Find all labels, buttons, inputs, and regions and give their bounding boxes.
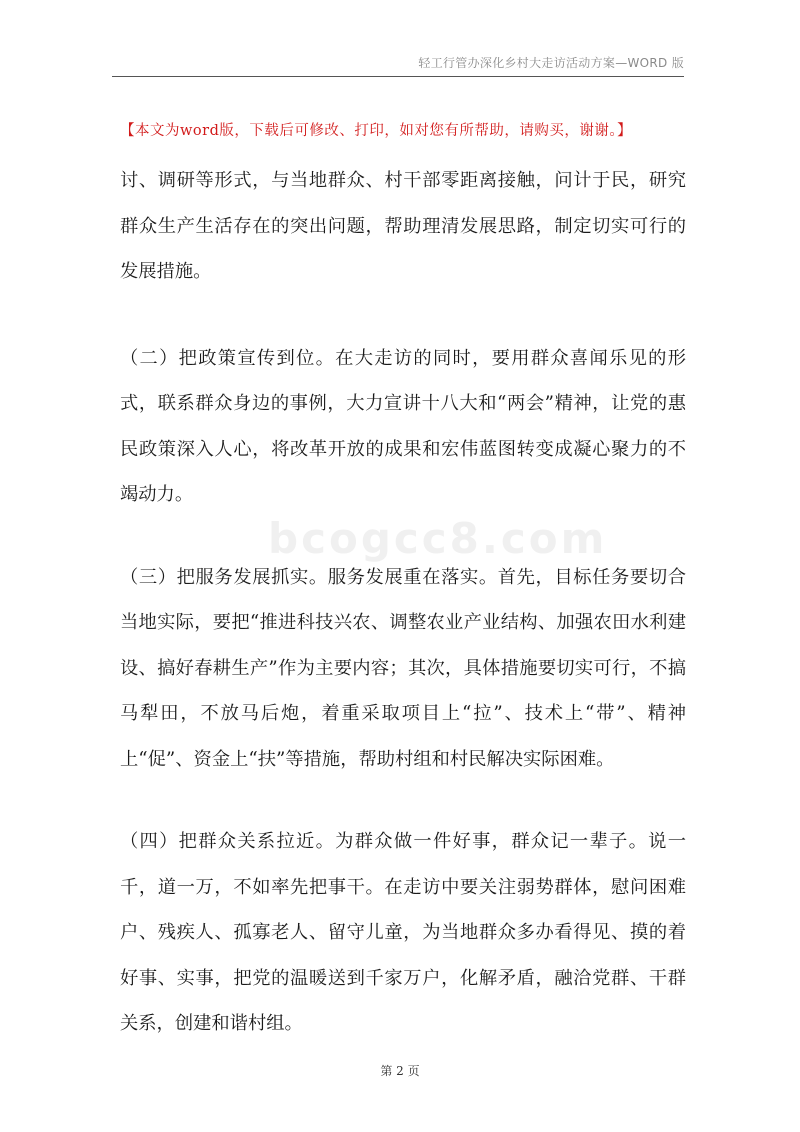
page-header	[112, 54, 684, 77]
header-title: 轻工行管办深化乡村大走访活动方案—WORD 版	[418, 56, 684, 70]
page-number: 第 2 页	[380, 1064, 420, 1078]
paragraph-intro: 讨、调研等形式，与当地群众、村干部零距离接触，问计于民，研究群众生产生活存在的突出问题，帮助理清发展思路，制定切实可行的发展措施。	[120, 170, 686, 282]
paragraph-relations: （四）把群众关系拉近。为群众做一件好事，群众记一辈子。说一千，道一万，不如率先把事干。在走访中要关注弱势群体，慰问困难户、残疾人、孤寡老人、留守儿童，为当地群众多办看得见、摸的着好事、实事，把党的温暖送到千家万户，化解矛盾，融洽党群、干群关系，创建和谐村组。	[120, 831, 686, 1034]
document-body	[120, 158, 686, 1084]
paragraph-policy: （二）把政策宣传到位。在大走访的同时，要用群众喜闻乐见的形式，联系群众身边的事例，大力宣讲十八大和“两会”精神，让党的惠民政策深入人心，将改革开放的成果和宏伟蓝图转变成凝心聚力的不竭动力。	[120, 347, 686, 505]
download-notice: 【本文为word版，下载后可修改、打印，如对您有所帮助，请购买，谢谢。】	[120, 123, 633, 139]
watermark: bcogcc8.com	[268, 514, 608, 563]
paragraph-service: （三）把服务发展抓实。服务发展重在落实。首先，目标任务要切合当地实际，要把“推进科技兴农、调整农业产业结构、加强农田水利建设、搞好春耕生产”作为主要内容；其次，具体措施要切实可行，不搞马犁田，不放马后炮，着重采取项目上“拉”、技术上“带”、精神上“促”、资金上“扶”等措施，帮助村组和村民解决实际困难。	[120, 566, 686, 770]
